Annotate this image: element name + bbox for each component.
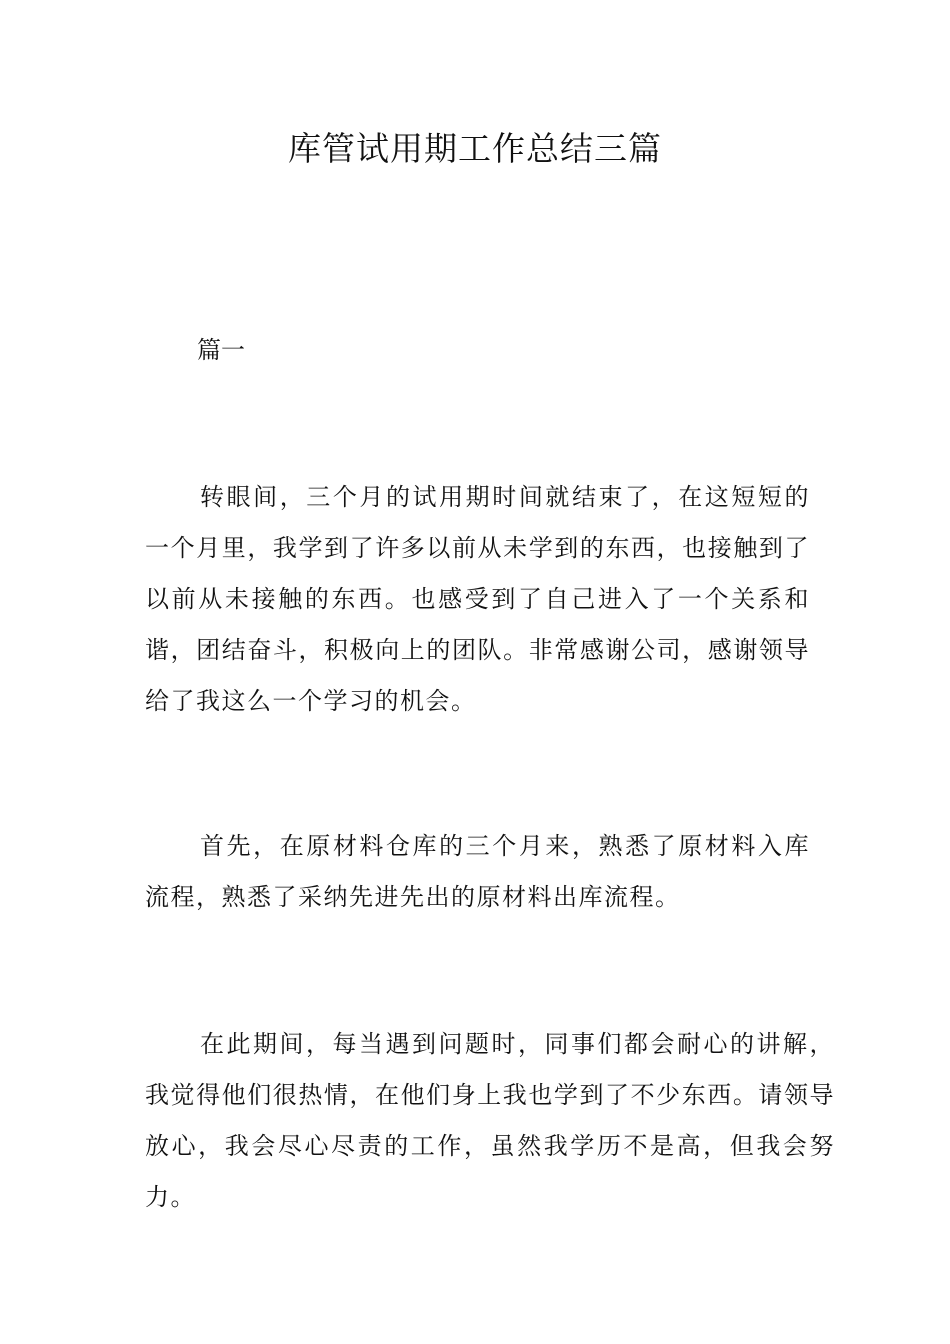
paragraph-3: 在此期间，每当遇到问题时，同事们都会耐心的讲解，我觉得他们很热情，在他们身上我也学到了不少东西。请领导放心，我会尽心尽责的工作，虽然我学历不是高，但我会努力。 bbox=[145, 1030, 835, 1211]
paragraph-2: 首先，在原材料仓库的三个月来，熟悉了原材料入库流程，熟悉了采纳先进先出的原材料出库流程。 bbox=[145, 832, 810, 911]
section-label: 篇一 bbox=[197, 336, 245, 364]
document-title: 库管试用期工作总结三篇 bbox=[288, 129, 662, 168]
paragraph-1: 转眼间，三个月的试用期时间就结束了，在这短短的一个月里，我学到了许多以前从未学到的东西，也接触到了以前从未接触的东西。也感受到了自己进入了一个关系和谐，团结奋斗，积极向上的团队。非常感谢公司，感谢领导给了我这么一个学习的机会。 bbox=[145, 483, 810, 715]
